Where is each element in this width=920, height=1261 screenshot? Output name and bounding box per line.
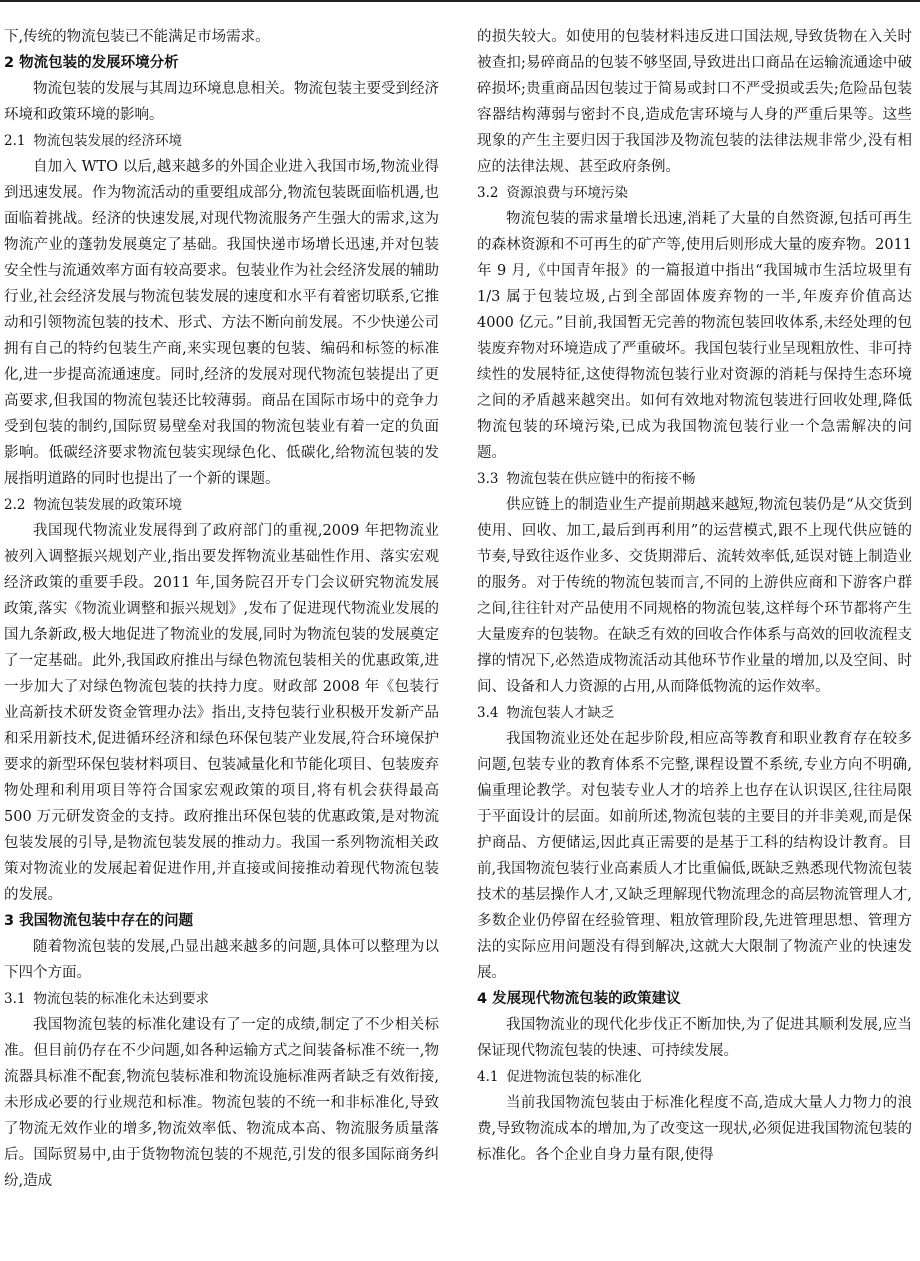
subsection-title: 促进物流包装的标准化 <box>506 1069 642 1085</box>
subsection-number: 3.4 <box>477 705 499 721</box>
subsection-title: 物流包装发展的政策环境 <box>33 497 182 513</box>
paragraph: 我国物流业的现代化步伐正不断加快,为了促进其顺利发展,应当保证现代物流包装的快速、可持续发展。 <box>477 1017 912 1059</box>
section-heading <box>4 908 439 934</box>
paragraph: 供应链上的制造业生产提前期越来越短,物流包装仍是“从交货到使用、回收、加工,最后到再利用”的运营模式,跟不上现代供应链的节奏,导致往返作业多、交货期滞后、流转效率低,延误对链上制造业的服务。对于传统的物流包装而言,不同的上游供应商和下游客户群之间,往往针对产品使用不同规格的物流包装,这样每个环节都将产生大量废弃的包装物。在缺乏有效的回收合作体系与高效的回收流程支撑的情况下,必然造成物流活动其他环节作业量的增加,以及空间、时间、设备和人力资源的占用,从而降低物流的运作效率。 <box>477 497 912 695</box>
subsection-title: 物流包装人才缺乏 <box>506 705 615 721</box>
section-title: 我国物流包装中存在的问题 <box>19 913 194 929</box>
paragraph: 我国物流包装的标准化建设有了一定的成绩,制定了不少相关标准。但目前仍存在不少问题,如各种运输方式之间装备标准不统一,物流器具标准不配套,物流包装标准和物流设施标准两者缺乏有效衔接,未形成必要的行业规范和标准。物流包装的不统一和非标准化,导致了物流无效作业的增多,物流效率低、物流成本高、物流服务质量落后。国际贸易中,由于货物物流包装的不规范,引发的很多国际商务纠纷,造成 <box>4 1017 439 1189</box>
section-title: 物流包装的发展环境分析 <box>19 55 179 71</box>
section-heading <box>4 50 439 76</box>
subsection-heading <box>4 492 439 518</box>
subsection-number: 3.2 <box>477 185 499 201</box>
subsection-heading <box>477 700 912 726</box>
subsection-number: 2.1 <box>4 133 26 149</box>
paragraph: 自加入 WTO 以后,越来越多的外国企业进入我国市场,物流业得到迅速发展。作为物流活动的重要组成部分,物流包装既面临机遇,也面临着挑战。经济的快速发展,对现代物流服务产生强大的需求,这为物流产业的蓬勃发展奠定了基础。我国快递市场增长迅速,并对包装安全性与流通效率方面有较高要求。包装业作为社会经济发展的辅助行业,社会经济发展与物流包装发展的速度和水平有着密切联系,它推动和引领物流包装的技术、形式、方法不断向前发展。不少快递公司拥有自己的特约包装生产商,来实现包裹的包装、编码和标签的标准化,进一步提高流通速度。同时,经济的发展对现代物流包装提出了更高要求,但我国的物流包装还比较薄弱。商品在国际市场中的竞争力受到包装的制约,国际贸易壁垒对我国的物流包装业有着一定的负面影响。低碳经济要求物流包装实现绿色化、低碳化,给物流包装的发展指明道路的同时也提出了一个新的课题。 <box>4 159 439 487</box>
subsection-number: 4.1 <box>477 1069 499 1085</box>
paragraph: 物流包装的发展与其周边环境息息相关。物流包装主要受到经济环境和政策环境的影响。 <box>4 81 439 123</box>
paragraph: 当前我国物流包装由于标准化程度不高,造成大量人力物力的浪费,导致物流成本的增加,为了改变这一现状,必须促进我国物流包装的标准化。各个企业自身力量有限,使得 <box>477 1095 912 1163</box>
paragraph: 下,传统的物流包装已不能满足市场需求。 <box>4 29 270 45</box>
subsection-heading <box>4 986 439 1012</box>
subsection-heading <box>477 1064 912 1090</box>
paragraph: 我国物流业还处在起步阶段,相应高等教育和职业教育存在较多问题,包装专业的教育体系不完整,课程设置不系统,专业方向不明确,偏重理论教学。对包装专业人才的培养上也存在认识误区,往往局限于平面设计的层面。如前所述,物流包装的主要目的并非美观,而是保护商品、方便储运,因此真正需要的是基于工科的结构设计教育。目前,我国物流包装行业高素质人才比重偏低,既缺乏熟悉现代物流包装技术的基层操作人才,又缺乏理解现代物流理念的高层物流管理人才,多数企业仍停留在经验管理、粗放管理阶段,先进管理思想、管理方法的实际应用问题没有得到解决,这就大大限制了物流产业的快速发展。 <box>477 731 912 981</box>
subsection-title: 物流包装的标准化未达到要求 <box>33 991 209 1007</box>
section-title: 发展现代物流包装的政策建议 <box>492 991 681 1007</box>
subsection-number: 2.2 <box>4 497 26 513</box>
subsection-heading <box>477 180 912 206</box>
section-number: 2 <box>4 55 15 71</box>
left-column <box>4 24 439 1194</box>
right-column <box>477 24 912 1168</box>
subsection-heading <box>477 466 912 492</box>
subsection-number: 3.3 <box>477 471 499 487</box>
section-heading <box>477 986 912 1012</box>
subsection-title: 资源浪费与环境污染 <box>506 185 628 201</box>
subsection-title: 物流包装在供应链中的衔接不畅 <box>506 471 696 487</box>
subsection-heading <box>4 128 439 154</box>
paragraph: 我国现代物流业发展得到了政府部门的重视,2009 年把物流业被列入调整振兴规划产业,指出要发挥物流业基础性作用、落实宏观经济政策的重要手段。2011 年,国务院召开专门会议研究物流发展政策,落实《物流业调整和振兴规划》,发布了促进现代物流业发展的国九条新政,极大地促进了物流业的发展,同时为物流包装的发展奠定了一定基础。此外,我国政府推出与绿色物流包装相关的优惠政策,进一步加大了对绿色物流包装的扶持力度。财政部 2008 年《包装行业高新技术研发资金管理办法》指出,支持包装行业积极开发新产品和采用新技术,促进循环经济和绿色环保包装产业发展,符合环境保护要求的新型环保包装材料项目、包装减量化和节能化项目、包装废弃物处理和利用项目等符合国家宏观政策的项目,将有机会获得最高 500 万元研发资金的支持。政府推出环保包装的优惠政策,是对物流包装发展的引导,是物流包装发展的推动力。我国一系列物流相关政策对物流业的发展起着促进作用,并直接或间接推动着现代物流包装的发展。 <box>4 523 439 903</box>
paragraph: 的损失较大。如使用的包装材料违反进口国法规,导致货物在入关时被查扣;易碎商品的包装不够坚固,导致进出口商品在运输流通途中破碎损坏;贵重商品因包装过于简易或封口不严受损或丢失;危险品包装容器结构薄弱与密封不良,造成危害环境与人身的严重后果等。这些现象的产生主要归因于我国涉及物流包装的法律法规非常少,没有相应的法律法规、甚至政府条例。 <box>477 29 912 175</box>
subsection-title: 物流包装发展的经济环境 <box>33 133 182 149</box>
paragraph: 物流包装的需求量增长迅速,消耗了大量的自然资源,包括可再生的森林资源和不可再生的矿产等,使用后则形成大量的废弃物。2011 年 9 月,《中国青年报》的一篇报道中指出“我国城市生活垃圾里有 1/3 属于包装垃圾,占到全部固体废弃物的一半,年废弃价值高达 4000 亿元。”目前,我国暂无完善的物流包装回收体系,未经处理的包装废弃物对环境造成了严重破坏。我国包装行业呈现粗放性、非可持续性的发展特征,这使得物流包装行业对资源的消耗与保持生态环境之间的矛盾越来越突出。如何有效地对物流包装进行回收处理,降低物流包装的环境污染,已成为我国物流包装行业一个急需解决的问题。 <box>477 211 912 461</box>
section-number: 4 <box>477 991 488 1007</box>
paragraph: 随着物流包装的发展,凸显出越来越多的问题,具体可以整理为以下四个方面。 <box>4 939 439 981</box>
top-rule <box>0 0 920 2</box>
subsection-number: 3.1 <box>4 991 26 1007</box>
section-number: 3 <box>4 913 15 929</box>
